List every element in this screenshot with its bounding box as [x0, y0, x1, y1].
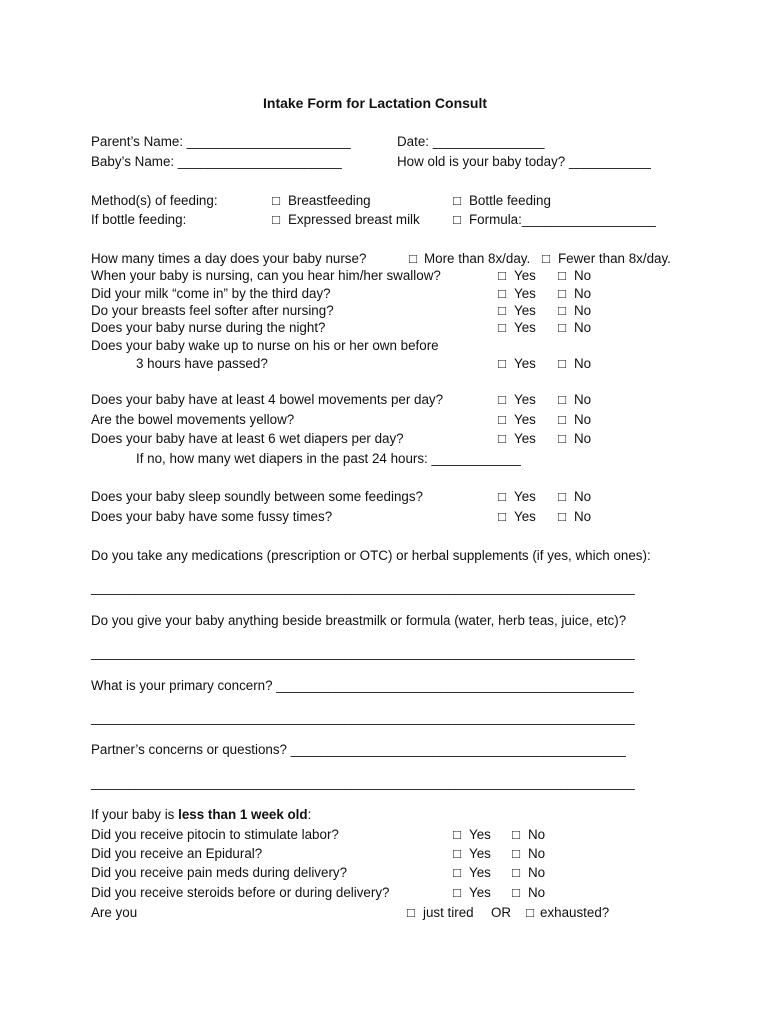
no-label: No	[574, 509, 592, 524]
yes-label: Yes	[514, 431, 536, 446]
no-label: No	[574, 489, 592, 504]
yes-label: Yes	[469, 865, 491, 880]
are-you-label: Are you	[91, 905, 138, 920]
checkbox[interactable]: □	[453, 846, 462, 861]
intro-suffix: :	[307, 807, 312, 822]
yes-label: Yes	[514, 286, 536, 301]
partner-concerns-field[interactable]: Partner’s concerns or questions? _____________________________________________	[91, 742, 626, 757]
checkbox[interactable]: □	[409, 251, 418, 266]
yes-label: Yes	[469, 827, 491, 842]
checkbox[interactable]: □	[558, 431, 567, 446]
bottle-feeding-label: Bottle feeding	[469, 193, 551, 208]
checkbox[interactable]: □	[498, 356, 507, 371]
breastfeeding-label: Breastfeeding	[288, 193, 371, 208]
no-label: No	[574, 356, 592, 371]
question-pitocin: Did you receive pitocin to stimulate labor?	[91, 827, 339, 842]
formula-field[interactable]: Formula:__________________	[469, 212, 656, 227]
question-pain-meds: Did you receive pain meds during delivery?	[91, 865, 348, 880]
question-breasts-softer: Do your breasts feel softer after nursing?	[91, 303, 334, 318]
checkbox[interactable]: □	[558, 303, 567, 318]
yes-label: Yes	[514, 489, 536, 504]
no-label: No	[528, 885, 546, 900]
checkbox[interactable]: □	[558, 392, 567, 407]
checkbox[interactable]: □	[526, 905, 535, 920]
checkbox[interactable]: □	[558, 412, 567, 427]
fewer-than-8-label: Fewer than 8x/day.	[558, 251, 671, 266]
more-than-8-label: More than 8x/day.	[424, 251, 531, 266]
or-label: OR	[491, 905, 512, 920]
question-fussy-times: Does your baby have some fussy times?	[91, 509, 333, 524]
checkbox[interactable]: □	[512, 846, 521, 861]
checkbox[interactable]: □	[558, 320, 567, 335]
no-label: No	[574, 286, 592, 301]
yes-label: Yes	[469, 885, 491, 900]
form-title: Intake Form for Lactation Consult	[263, 95, 488, 111]
yes-label: Yes	[514, 356, 536, 371]
checkbox[interactable]: □	[542, 251, 551, 266]
question-milk-come-in: Did your milk “come in” by the third day?	[91, 286, 331, 301]
medications-question: Do you take any medications (prescription or OTC) or herbal supplements (if yes, which ones):	[91, 548, 651, 563]
wet-diapers-count-field[interactable]: If no, how many wet diapers in the past 24 hours: ____________	[136, 451, 521, 466]
question-epidural: Did you receive an Epidural?	[91, 846, 263, 861]
intro-bold: less than 1 week old	[178, 807, 308, 822]
parent-name-field[interactable]: Parent’s Name: ______________________	[91, 134, 351, 149]
checkbox[interactable]: □	[498, 286, 507, 301]
checkbox[interactable]: □	[453, 193, 462, 208]
primary-concern-answer-line[interactable]: _________________________________________________________________________	[91, 710, 635, 725]
checkbox[interactable]: □	[512, 827, 521, 842]
question-wet-diapers: Does your baby have at least 6 wet diapers per day?	[91, 431, 404, 446]
intro-prefix: If your baby is	[91, 807, 179, 822]
yes-label: Yes	[514, 320, 536, 335]
checkbox[interactable]: □	[407, 905, 416, 920]
no-label: No	[574, 303, 592, 318]
give-baby-answer-line[interactable]: _________________________________________________________________________	[91, 645, 635, 660]
checkbox[interactable]: □	[453, 865, 462, 880]
checkbox[interactable]: □	[498, 509, 507, 524]
question-bowel-yellow: Are the bowel movements yellow?	[91, 412, 295, 427]
yes-label: Yes	[514, 412, 536, 427]
no-label: No	[528, 865, 546, 880]
yes-label: Yes	[514, 392, 536, 407]
question-steroids: Did you receive steroids before or during delivery?	[91, 885, 390, 900]
checkbox[interactable]: □	[558, 286, 567, 301]
checkbox[interactable]: □	[512, 885, 521, 900]
method-label: Method(s) of feeding:	[91, 193, 218, 208]
if-bottle-label: If bottle feeding:	[91, 212, 187, 227]
less-than-week-intro	[91, 807, 311, 823]
no-label: No	[528, 827, 546, 842]
yes-label: Yes	[469, 846, 491, 861]
checkbox[interactable]: □	[558, 268, 567, 283]
yes-label: Yes	[514, 509, 536, 524]
just-tired-label: just tired	[423, 905, 474, 920]
question-sleep-soundly: Does your baby sleep soundly between some feedings?	[91, 489, 424, 504]
checkbox[interactable]: □	[453, 885, 462, 900]
no-label: No	[574, 320, 592, 335]
checkbox[interactable]: □	[498, 392, 507, 407]
checkbox[interactable]: □	[498, 412, 507, 427]
expressed-milk-label: Expressed breast milk	[288, 212, 420, 227]
partner-concerns-answer-line[interactable]: _________________________________________________________________________	[91, 775, 635, 790]
baby-name-field[interactable]: Baby’s Name: ______________________	[91, 154, 342, 169]
checkbox[interactable]: □	[558, 356, 567, 371]
question-wake-up: Does your baby wake up to nurse on his or her own before	[91, 338, 439, 353]
checkbox[interactable]: □	[498, 489, 507, 504]
checkbox[interactable]: □	[498, 268, 507, 283]
checkbox[interactable]: □	[498, 320, 507, 335]
no-label: No	[574, 412, 592, 427]
checkbox[interactable]: □	[498, 303, 507, 318]
question-bowel-movements: Does your baby have at least 4 bowel movements per day?	[91, 392, 444, 407]
no-label: No	[528, 846, 546, 861]
checkbox[interactable]: □	[453, 827, 462, 842]
give-baby-question: Do you give your baby anything beside breastmilk or formula (water, herb teas, juice, etc)?	[91, 613, 627, 628]
no-label: No	[574, 268, 592, 283]
checkbox[interactable]: □	[272, 193, 281, 208]
checkbox[interactable]: □	[512, 865, 521, 880]
question-swallow: When your baby is nursing, can you hear him/her swallow?	[91, 268, 441, 283]
checkbox[interactable]: □	[453, 212, 462, 227]
no-label: No	[574, 431, 592, 446]
checkbox[interactable]: □	[558, 509, 567, 524]
checkbox[interactable]: □	[558, 489, 567, 504]
nurse-frequency-question: How many times a day does your baby nurse?	[91, 251, 367, 266]
date-field[interactable]: Date: _______________	[397, 134, 545, 149]
primary-concern-field[interactable]: What is your primary concern? ________________________________________________	[91, 678, 634, 693]
yes-label: Yes	[514, 303, 536, 318]
checkbox[interactable]: □	[498, 431, 507, 446]
question-nurse-night: Does your baby nurse during the night?	[91, 320, 326, 335]
baby-age-field[interactable]: How old is your baby today? ___________	[397, 154, 651, 169]
question-wake-up-cont: 3 hours have passed?	[136, 356, 268, 371]
no-label: No	[574, 392, 592, 407]
yes-label: Yes	[514, 268, 536, 283]
medications-answer-line[interactable]: _________________________________________________________________________	[91, 580, 635, 595]
exhausted-label: exhausted?	[540, 905, 610, 920]
checkbox[interactable]: □	[272, 212, 281, 227]
